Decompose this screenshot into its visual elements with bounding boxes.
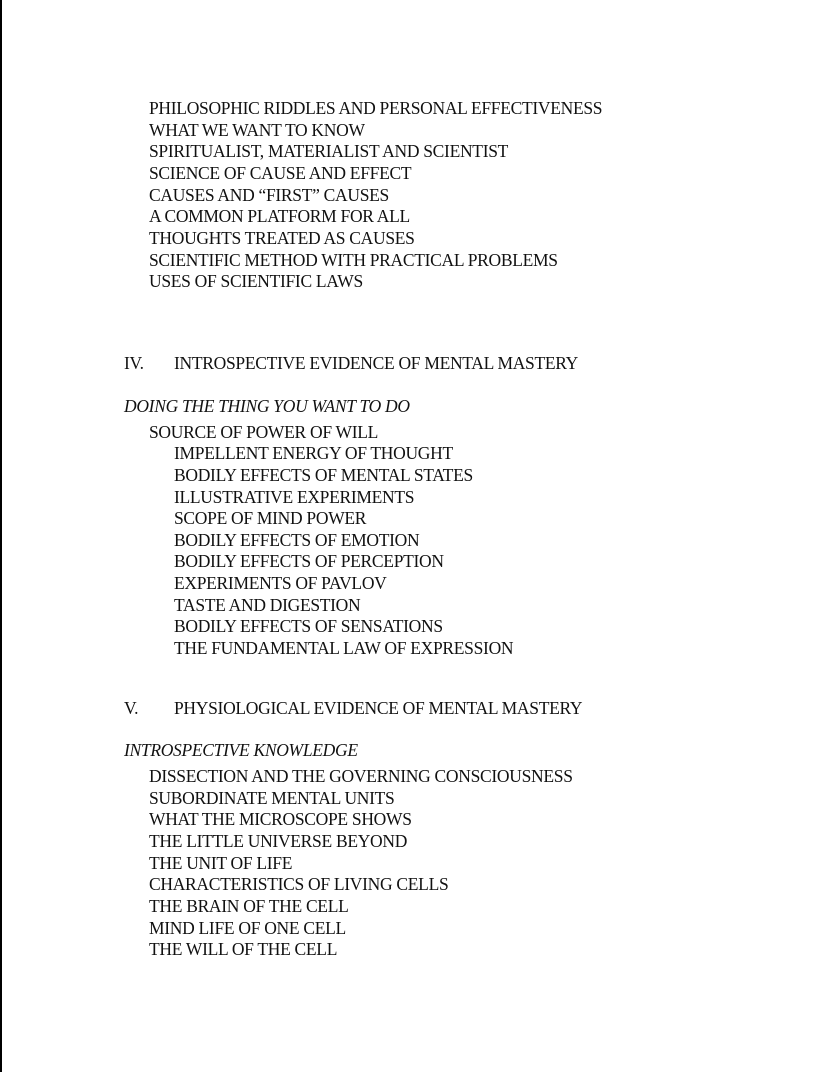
toc-entry: THE UNIT OF LIFE bbox=[149, 853, 293, 873]
toc-entry: USES OF SCIENTIFIC LAWS bbox=[149, 271, 363, 291]
toc-entry: THOUGHTS TREATED AS CAUSES bbox=[149, 228, 415, 248]
toc-entry: SCIENTIFIC METHOD WITH PRACTICAL PROBLEMS bbox=[149, 250, 558, 270]
toc-subentry: BODILY EFFECTS OF SENSATIONS bbox=[174, 616, 443, 636]
toc-subentry: BODILY EFFECTS OF PERCEPTION bbox=[174, 551, 444, 571]
toc-entry: SCIENCE OF CAUSE AND EFFECT bbox=[149, 163, 412, 183]
section-subtitle: INTROSPECTIVE KNOWLEDGE bbox=[124, 740, 358, 760]
toc-subentry: ILLUSTRATIVE EXPERIMENTS bbox=[174, 487, 415, 507]
toc-subentry: SCOPE OF MIND POWER bbox=[174, 508, 367, 528]
toc-entry: CHARACTERISTICS OF LIVING CELLS bbox=[149, 874, 449, 894]
toc-entry: SPIRITUALIST, MATERIALIST AND SCIENTIST bbox=[149, 141, 509, 161]
toc-subentry: BODILY EFFECTS OF MENTAL STATES bbox=[174, 465, 473, 485]
toc-entry: CAUSES AND “FIRST” CAUSES bbox=[149, 185, 389, 205]
toc-entry: WHAT THE MICROSCOPE SHOWS bbox=[149, 809, 412, 829]
toc-entry-lead: SOURCE OF POWER OF WILL bbox=[149, 422, 379, 442]
toc-entry: WHAT WE WANT TO KNOW bbox=[149, 120, 365, 140]
toc-entry: MIND LIFE OF ONE CELL bbox=[149, 918, 346, 938]
section-subtitle: DOING THE THING YOU WANT TO DO bbox=[124, 396, 410, 416]
toc-entry: DISSECTION AND THE GOVERNING CONSCIOUSNESS bbox=[149, 766, 573, 786]
toc-entry: THE BRAIN OF THE CELL bbox=[149, 896, 349, 916]
chapter-title: INTROSPECTIVE EVIDENCE OF MENTAL MASTERY bbox=[174, 353, 579, 373]
toc-entry: SUBORDINATE MENTAL UNITS bbox=[149, 788, 395, 808]
chapter-title: PHYSIOLOGICAL EVIDENCE OF MENTAL MASTERY bbox=[174, 698, 583, 718]
toc-subentry: THE FUNDAMENTAL LAW OF EXPRESSION bbox=[174, 638, 514, 658]
toc-subentry: TASTE AND DIGESTION bbox=[174, 595, 361, 615]
chapter-number: V. bbox=[124, 698, 139, 718]
toc-entry: THE WILL OF THE CELL bbox=[149, 939, 338, 959]
toc-subentry: IMPELLENT ENERGY OF THOUGHT bbox=[174, 443, 453, 463]
toc-entry: PHILOSOPHIC RIDDLES AND PERSONAL EFFECTIVENESS bbox=[149, 98, 603, 118]
toc-entry: A COMMON PLATFORM FOR ALL bbox=[149, 206, 410, 226]
toc-subentry: BODILY EFFECTS OF EMOTION bbox=[174, 530, 420, 550]
toc-entry: THE LITTLE UNIVERSE BEYOND bbox=[149, 831, 408, 851]
toc-subentry: EXPERIMENTS OF PAVLOV bbox=[174, 573, 387, 593]
chapter-number: IV. bbox=[124, 353, 144, 373]
page-left-border bbox=[0, 0, 2, 1072]
